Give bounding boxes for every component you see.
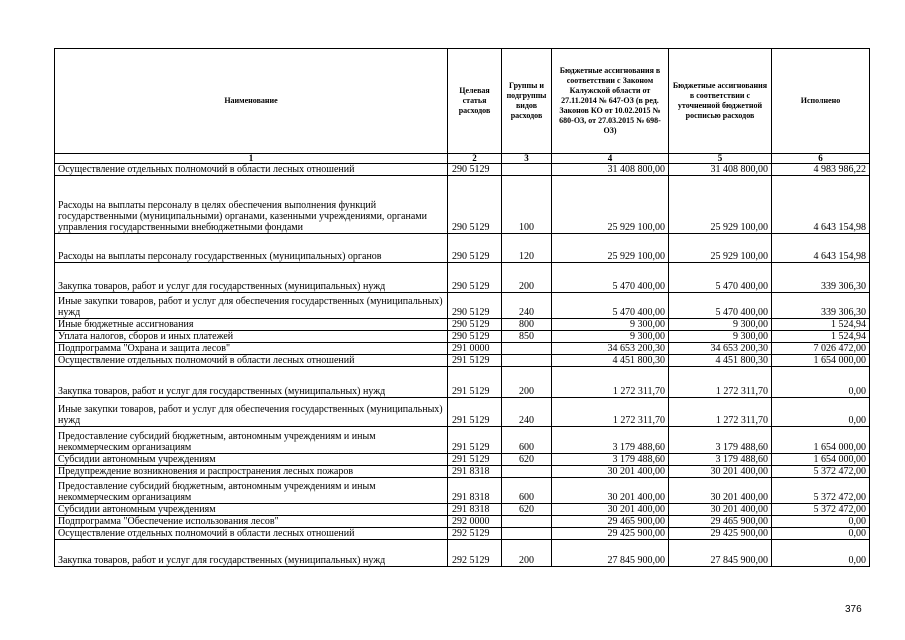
- table-row: [55, 234, 870, 263]
- table-row: [55, 466, 870, 478]
- row-group: 200: [502, 263, 552, 293]
- row-refined: 30 201 400,00: [669, 466, 772, 478]
- row-name: Уплата налогов, сборов и иных платежей: [55, 331, 448, 343]
- row-refined: 29 425 900,00: [669, 528, 772, 540]
- row-group: 240: [502, 293, 552, 319]
- row-name: Подпрограмма "Охрана и защита лесов": [55, 343, 448, 355]
- row-law: 5 470 400,00: [552, 293, 669, 319]
- row-code: 290 5129: [448, 164, 502, 176]
- row-code: 290 5129: [448, 319, 502, 331]
- row-executed: 5 372 472,00: [772, 466, 870, 478]
- row-refined: 4 451 800,30: [669, 355, 772, 367]
- row-law: 29 425 900,00: [552, 528, 669, 540]
- table-row: [55, 176, 870, 234]
- row-executed: 0,00: [772, 516, 870, 528]
- row-code: 290 5129: [448, 176, 502, 234]
- column-number: 3: [502, 154, 552, 164]
- row-group: [502, 164, 552, 176]
- row-code: 290 5129: [448, 234, 502, 263]
- row-law: 29 465 900,00: [552, 516, 669, 528]
- table-row: [55, 331, 870, 343]
- row-name: Расходы на выплаты персоналу в целях обеспечения выполнения функций государственными (муниципальными) органами, казенными учреждениями, органами управления государственными внебюджетными фондами: [55, 176, 448, 234]
- row-name: Закупка товаров, работ и услуг для государственных (муниципальных) нужд: [55, 540, 448, 567]
- row-code: 290 5129: [448, 293, 502, 319]
- row-refined: 31 408 800,00: [669, 164, 772, 176]
- row-code: 291 8318: [448, 504, 502, 516]
- row-law: 27 845 900,00: [552, 540, 669, 567]
- row-code: 292 0000: [448, 516, 502, 528]
- row-executed: 339 306,30: [772, 293, 870, 319]
- row-law: 5 470 400,00: [552, 263, 669, 293]
- row-executed: 0,00: [772, 540, 870, 567]
- row-refined: 3 179 488,60: [669, 427, 772, 454]
- table-row: [55, 478, 870, 504]
- row-name: Расходы на выплаты персоналу государственных (муниципальных) органов: [55, 234, 448, 263]
- row-code: 291 8318: [448, 478, 502, 504]
- row-refined: 1 272 311,70: [669, 398, 772, 427]
- row-refined: 27 845 900,00: [669, 540, 772, 567]
- row-group: 800: [502, 319, 552, 331]
- column-number-row: [55, 154, 870, 164]
- row-law: 34 653 200,30: [552, 343, 669, 355]
- row-executed: 4 643 154,98: [772, 234, 870, 263]
- header-group: Группы и подгруппы видов расходов: [502, 49, 552, 154]
- row-group: 100: [502, 176, 552, 234]
- row-refined: 29 465 900,00: [669, 516, 772, 528]
- row-name: Закупка товаров, работ и услуг для государственных (муниципальных) нужд: [55, 367, 448, 398]
- row-group: 850: [502, 331, 552, 343]
- row-refined: 30 201 400,00: [669, 504, 772, 516]
- row-name: Субсидии автономным учреждениям: [55, 454, 448, 466]
- table-row: [55, 293, 870, 319]
- row-executed: 1 654 000,00: [772, 427, 870, 454]
- table-row: [55, 427, 870, 454]
- row-refined: 3 179 488,60: [669, 454, 772, 466]
- row-name: Осуществление отдельных полномочий в области лесных отношений: [55, 164, 448, 176]
- row-law: 3 179 488,60: [552, 427, 669, 454]
- header-row: [55, 49, 870, 154]
- row-group: 240: [502, 398, 552, 427]
- row-law: 9 300,00: [552, 319, 669, 331]
- column-number: 1: [55, 154, 448, 164]
- row-law: 25 929 100,00: [552, 234, 669, 263]
- row-law: 30 201 400,00: [552, 478, 669, 504]
- row-group: [502, 355, 552, 367]
- row-group: 600: [502, 478, 552, 504]
- row-name: Иные бюджетные ассигнования: [55, 319, 448, 331]
- row-refined: 30 201 400,00: [669, 478, 772, 504]
- row-name: Осуществление отдельных полномочий в области лесных отношений: [55, 528, 448, 540]
- row-group: [502, 528, 552, 540]
- row-code: 291 5129: [448, 355, 502, 367]
- row-executed: 339 306,30: [772, 263, 870, 293]
- row-refined: 5 470 400,00: [669, 293, 772, 319]
- row-name: Предупреждение возникновения и распространения лесных пожаров: [55, 466, 448, 478]
- row-code: 291 5129: [448, 427, 502, 454]
- row-executed: 1 654 000,00: [772, 454, 870, 466]
- row-group: 620: [502, 454, 552, 466]
- row-executed: 4 643 154,98: [772, 176, 870, 234]
- row-name: Предоставление субсидий бюджетным, автономным учреждениям и иным некоммерческим организациям: [55, 478, 448, 504]
- row-code: 291 8318: [448, 466, 502, 478]
- table-row: [55, 398, 870, 427]
- row-name: Предоставление субсидий бюджетным, автономным учреждениям и иным некоммерческим организациям: [55, 427, 448, 454]
- header-executed: Исполнено: [772, 49, 870, 154]
- row-law: 9 300,00: [552, 331, 669, 343]
- row-law: 1 272 311,70: [552, 367, 669, 398]
- row-name: Подпрограмма "Обеспечение использования лесов": [55, 516, 448, 528]
- row-law: 1 272 311,70: [552, 398, 669, 427]
- row-code: 292 5129: [448, 540, 502, 567]
- row-refined: 25 929 100,00: [669, 176, 772, 234]
- table-row: [55, 454, 870, 466]
- table-row: [55, 516, 870, 528]
- row-refined: 25 929 100,00: [669, 234, 772, 263]
- row-law: 25 929 100,00: [552, 176, 669, 234]
- row-group: 200: [502, 540, 552, 567]
- row-group: 120: [502, 234, 552, 263]
- row-name: Иные закупки товаров, работ и услуг для обеспечения государственных (муниципальных) нужд: [55, 398, 448, 427]
- header-name: Наименование: [55, 49, 448, 154]
- row-name: Иные закупки товаров, работ и услуг для обеспечения государственных (муниципальных) нужд: [55, 293, 448, 319]
- row-executed: 4 983 986,22: [772, 164, 870, 176]
- row-law: 4 451 800,30: [552, 355, 669, 367]
- table-row: [55, 263, 870, 293]
- row-executed: 7 026 472,00: [772, 343, 870, 355]
- row-name: Субсидии автономным учреждениям: [55, 504, 448, 516]
- header-law: Бюджетные ассигнования в соответствии с Законом Калужской области от 27.11.2014 № 647-ОЗ (в ред. Законов КО от 10.02.2015 № 680-ОЗ, от 27.03.2015 № 698-ОЗ): [552, 49, 669, 154]
- row-executed: 0,00: [772, 398, 870, 427]
- header-refined: Бюджетные ассигнования в соответствии с уточненной бюджетной росписью расходов: [669, 49, 772, 154]
- column-number: 5: [669, 154, 772, 164]
- row-code: 290 5129: [448, 263, 502, 293]
- row-law: 30 201 400,00: [552, 466, 669, 478]
- row-refined: 5 470 400,00: [669, 263, 772, 293]
- page-number: 376: [845, 604, 862, 615]
- row-executed: 0,00: [772, 367, 870, 398]
- row-group: 620: [502, 504, 552, 516]
- row-group: [502, 343, 552, 355]
- table-row: [55, 504, 870, 516]
- row-code: 292 5129: [448, 528, 502, 540]
- budget-table: [54, 48, 870, 567]
- table-row: [55, 528, 870, 540]
- table-row: [55, 164, 870, 176]
- column-number: 6: [772, 154, 870, 164]
- row-law: 3 179 488,60: [552, 454, 669, 466]
- row-executed: 1 524,94: [772, 331, 870, 343]
- column-number: 4: [552, 154, 669, 164]
- table-row: [55, 540, 870, 567]
- row-group: 200: [502, 367, 552, 398]
- row-executed: 1 654 000,00: [772, 355, 870, 367]
- table-row: [55, 367, 870, 398]
- row-refined: 9 300,00: [669, 331, 772, 343]
- row-refined: 34 653 200,30: [669, 343, 772, 355]
- row-group: [502, 516, 552, 528]
- row-group: 600: [502, 427, 552, 454]
- row-executed: 0,00: [772, 528, 870, 540]
- row-code: 291 0000: [448, 343, 502, 355]
- table-row: [55, 355, 870, 367]
- row-code: 291 5129: [448, 454, 502, 466]
- column-number: 2: [448, 154, 502, 164]
- table-row: [55, 343, 870, 355]
- row-code: 291 5129: [448, 398, 502, 427]
- row-name: Осуществление отдельных полномочий в области лесных отношений: [55, 355, 448, 367]
- row-refined: 1 272 311,70: [669, 367, 772, 398]
- row-law: 30 201 400,00: [552, 504, 669, 516]
- row-executed: 1 524,94: [772, 319, 870, 331]
- row-executed: 5 372 472,00: [772, 478, 870, 504]
- row-group: [502, 466, 552, 478]
- table-row: [55, 319, 870, 331]
- row-executed: 5 372 472,00: [772, 504, 870, 516]
- row-name: Закупка товаров, работ и услуг для государственных (муниципальных) нужд: [55, 263, 448, 293]
- row-code: 291 5129: [448, 367, 502, 398]
- row-code: 290 5129: [448, 331, 502, 343]
- row-law: 31 408 800,00: [552, 164, 669, 176]
- row-refined: 9 300,00: [669, 319, 772, 331]
- header-target: Целевая статья расходов: [448, 49, 502, 154]
